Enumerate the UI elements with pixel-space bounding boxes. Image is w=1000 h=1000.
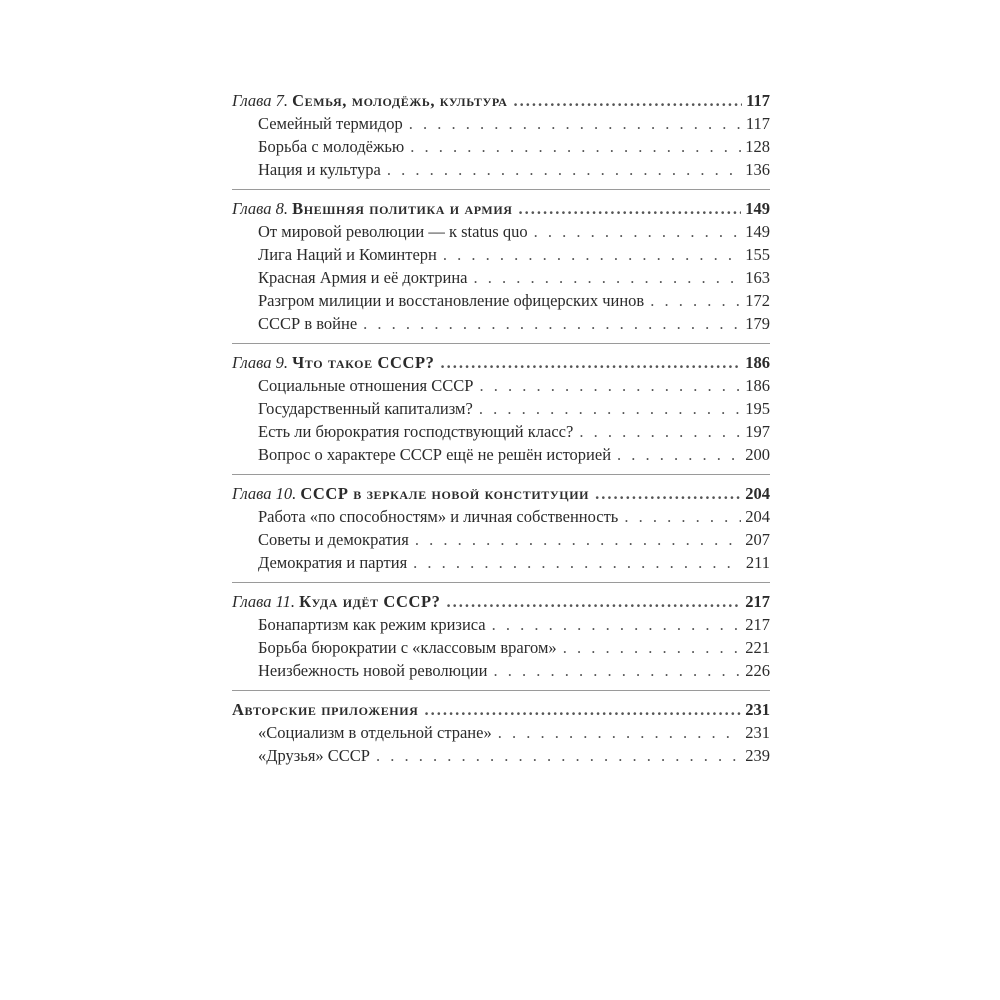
entry-page-number: 149 (745, 222, 770, 241)
toc-entry[interactable] (232, 135, 770, 158)
dot-leader (363, 312, 741, 335)
entry-page-number: 128 (745, 137, 770, 156)
chapter-page-number: 231 (745, 700, 770, 719)
toc-entry[interactable] (232, 420, 770, 443)
dot-leader (415, 528, 741, 551)
entry-title: Работа «по способностям» и личная собственность (258, 507, 619, 526)
dot-leader (447, 590, 742, 613)
chapter-heading[interactable] (232, 590, 770, 613)
dot-leader (514, 89, 743, 112)
entry-title: Вопрос о характере СССР ещё не решён историей (258, 445, 612, 464)
toc-section-chapter-11 (232, 590, 770, 691)
chapter-label: Глава 9. (232, 353, 288, 372)
chapter-label: Глава 11. (232, 592, 295, 611)
chapter-title-line (232, 698, 418, 721)
dot-leader (387, 158, 741, 181)
chapter-heading[interactable] (232, 89, 770, 112)
dot-leader (424, 698, 741, 721)
dot-leader (409, 112, 742, 135)
entry-page-number: 226 (745, 661, 770, 680)
toc-entry[interactable] (232, 374, 770, 397)
entry-page-number: 195 (745, 399, 770, 418)
entry-page-number: 136 (745, 160, 770, 179)
dot-leader (624, 505, 741, 528)
chapter-title-line (232, 197, 513, 220)
toc-entry[interactable] (232, 613, 770, 636)
entry-title: Лига Наций и Коминтерн (258, 245, 437, 264)
chapter-heading[interactable] (232, 482, 770, 505)
entry-title: Разгром милиции и восстановление офицерских чинов (258, 291, 645, 310)
chapter-page-number: 117 (746, 91, 770, 110)
chapter-title: Куда идёт СССР? (299, 592, 441, 611)
entry-page-number: 117 (745, 114, 770, 133)
entry-title: СССР в войне (258, 314, 358, 333)
entry-page-number: 221 (745, 638, 770, 657)
dot-leader (376, 744, 741, 767)
toc-section-appendices (232, 698, 770, 775)
chapter-title: Семья, молодёжь, культура (292, 91, 508, 110)
dot-leader (493, 659, 741, 682)
entry-title: Бонапартизм как режим кризиса (258, 615, 486, 634)
chapter-heading[interactable] (232, 197, 770, 220)
dot-leader (519, 197, 742, 220)
dot-leader (479, 397, 741, 420)
dot-leader (534, 220, 742, 243)
entry-page-number: 186 (745, 376, 770, 395)
dot-leader (595, 482, 741, 505)
dot-leader (443, 243, 741, 266)
toc-section-chapter-8 (232, 197, 770, 344)
entry-page-number: 217 (745, 615, 770, 634)
chapter-page-number: 149 (745, 199, 770, 218)
entry-title: Нация и культура (258, 160, 381, 179)
toc-entry[interactable] (232, 659, 770, 682)
entry-title: Борьба бюрократии с «классовым врагом» (258, 638, 557, 657)
entry-page-number: 155 (745, 245, 770, 264)
toc-section-chapter-10 (232, 482, 770, 583)
toc-entry[interactable] (232, 721, 770, 744)
chapter-title-line (232, 351, 435, 374)
toc-section-chapter-9 (232, 351, 770, 475)
entry-title: Неизбежность новой революции (258, 661, 488, 680)
dot-leader (498, 721, 742, 744)
chapter-title: СССР в зеркале новой конституции (300, 484, 590, 503)
chapter-title: Внешняя политика и армия (292, 199, 513, 218)
toc-entry[interactable] (232, 397, 770, 420)
entry-title: «Друзья» СССР (258, 746, 370, 765)
toc-entry[interactable] (232, 243, 770, 266)
dot-leader (579, 420, 741, 443)
chapter-heading[interactable] (232, 351, 770, 374)
entry-page-number: 163 (745, 268, 770, 287)
toc-entry[interactable] (232, 312, 770, 335)
entry-page-number: 179 (745, 314, 770, 333)
toc-entry[interactable] (232, 112, 770, 135)
entry-title: Советы и демократия (258, 530, 409, 549)
entry-page-number: 207 (745, 530, 770, 549)
toc-section-chapter-7 (232, 89, 770, 190)
entry-title: Семейный термидор (258, 114, 403, 133)
entry-title: Государственный капитализм? (258, 399, 473, 418)
chapter-title: Что такое СССР? (292, 353, 435, 372)
toc-entry[interactable] (232, 158, 770, 181)
entry-page-number: 172 (745, 291, 770, 310)
chapter-title-line (232, 89, 508, 112)
chapter-label: Глава 10. (232, 484, 297, 503)
dot-leader (650, 289, 741, 312)
entry-title: «Социализм в отдельной стране» (258, 723, 492, 742)
entry-page-number: 204 (745, 507, 770, 526)
entry-page-number: 200 (745, 445, 770, 464)
toc-entry[interactable] (232, 505, 770, 528)
toc-entry[interactable] (232, 220, 770, 243)
chapter-title-line (232, 590, 441, 613)
dot-leader (617, 443, 741, 466)
dot-leader (441, 351, 742, 374)
chapter-page-number: 204 (745, 484, 770, 503)
entry-page-number: 197 (745, 422, 770, 441)
toc-entry[interactable] (232, 744, 770, 767)
entry-page-number: 239 (745, 746, 770, 765)
chapter-label: Глава 8. (232, 199, 288, 218)
entry-title: Красная Армия и её доктрина (258, 268, 468, 287)
dot-leader (492, 613, 742, 636)
entry-title: Демократия и партия (258, 553, 408, 572)
entry-title: От мировой революции — к status quo (258, 222, 528, 241)
appendices-heading[interactable] (232, 698, 770, 721)
toc-entry[interactable] (232, 528, 770, 551)
toc-entry[interactable] (232, 636, 770, 659)
dot-leader (410, 135, 741, 158)
entry-page-number: 231 (745, 723, 770, 742)
chapter-page-number: 186 (745, 353, 770, 372)
dot-leader (474, 266, 742, 289)
chapter-page-number: 217 (745, 592, 770, 611)
dot-leader (413, 551, 742, 574)
toc-entry[interactable] (232, 551, 770, 574)
dot-leader (479, 374, 741, 397)
toc-entry[interactable] (232, 266, 770, 289)
chapter-label: Глава 7. (232, 91, 288, 110)
toc-entry[interactable] (232, 443, 770, 466)
chapter-title-line (232, 482, 589, 505)
entry-title: Есть ли бюрократия господствующий класс? (258, 422, 574, 441)
table-of-contents (232, 89, 770, 782)
entry-title: Борьба с молодёжью (258, 137, 405, 156)
toc-entry[interactable] (232, 289, 770, 312)
entry-title: Социальные отношения СССР (258, 376, 474, 395)
chapter-title: Авторские приложения (232, 700, 419, 719)
dot-leader (563, 636, 742, 659)
entry-page-number: 211 (745, 553, 770, 572)
